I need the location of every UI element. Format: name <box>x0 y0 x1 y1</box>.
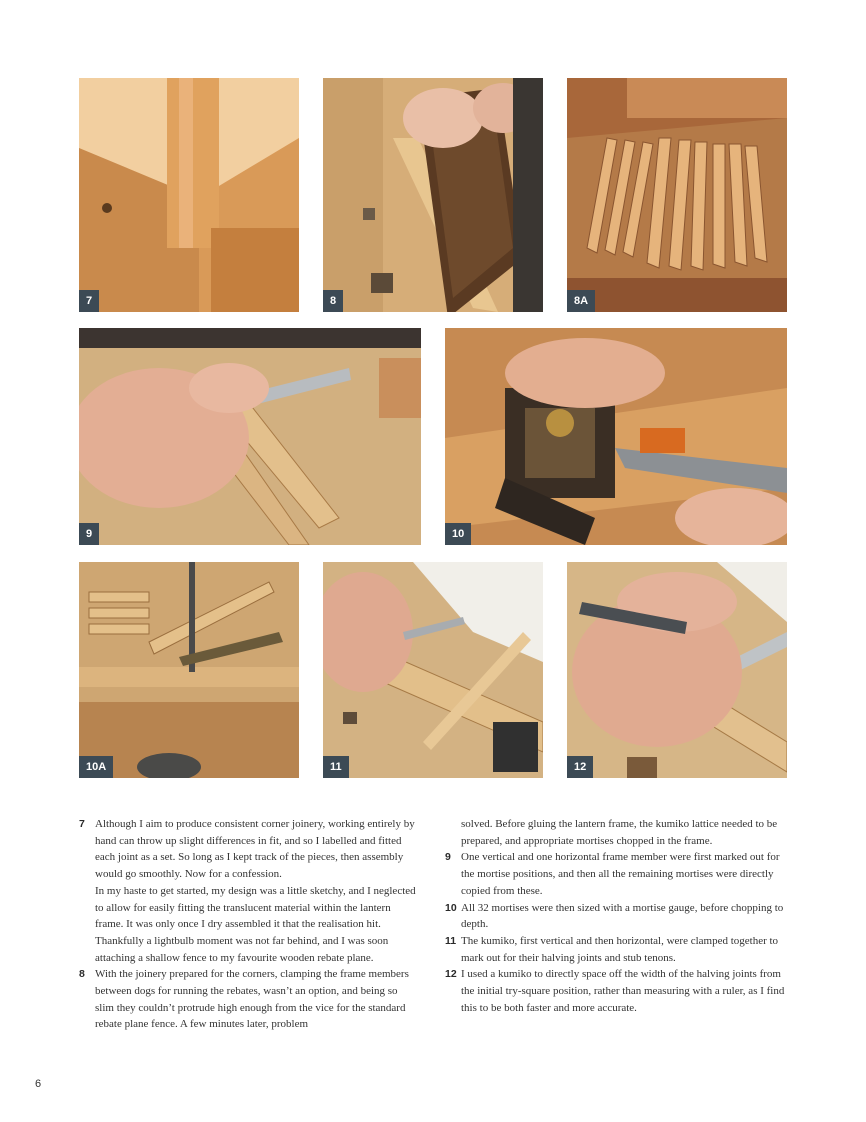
caption-number: 8 <box>79 968 85 981</box>
caption-number: 10 <box>445 901 457 914</box>
caption-text: Although I aim to produce consistent corner joinery, working entirely by hand can throw up slight differences in fit, and so I labelled and fitted each joint as a set. So long as I kept track of the pieces, then assembly would go smoothly. Now for a confession. <box>95 818 415 881</box>
photo-8-rebate-plane <box>323 78 543 312</box>
photo-8A-frame-members <box>567 78 787 312</box>
photo-label: 12 <box>567 756 593 778</box>
caption-number: 12 <box>445 968 457 981</box>
caption-text: With the joinery prepared for the corners, clamping the frame members between dogs for running the rebates, wasn’t an option, and being so slim they couldn’t protrude high enough from the vice for the standard rebate plane fence. A few minutes later, problem <box>95 968 409 1031</box>
caption-11 <box>445 933 785 966</box>
caption-number: 11 <box>445 934 457 947</box>
caption-number: 9 <box>445 851 451 864</box>
photo-10A-chopping <box>79 562 299 778</box>
photo-label: 7 <box>79 290 99 312</box>
photo-label: 8A <box>567 290 595 312</box>
caption-text: In my haste to get started, my design was a little sketchy, and I neglected to allow for easily fitting the translucent material within the lantern frame. It was only once I dry assembled it that the realisation hit. Thankfully a lightbulb moment was not far behind, and I was soon attaching a shallow fence to my favourite wooden rebate plane. <box>95 884 416 964</box>
caption-7 <box>79 816 419 966</box>
caption-9 <box>445 849 785 899</box>
photo-9-marking-out <box>79 328 421 545</box>
caption-text: The kumiko, first vertical and then horizontal, were clamped together to mark out for their halving joints and stub tenons. <box>461 934 779 964</box>
photo-11-clamped-kumiko <box>323 562 543 778</box>
photo-label: 9 <box>79 523 99 545</box>
page-number: 6 <box>35 1078 42 1090</box>
caption-12 <box>445 966 785 1016</box>
photo-label: 10 <box>445 523 471 545</box>
caption-8-continued <box>445 816 785 849</box>
caption-number: 7 <box>79 818 85 830</box>
photo-label: 8 <box>323 290 343 312</box>
caption-text: I used a kumiko to directly space off the width of the halving joints from the initial try-square position, rather than measuring with a ruler, as I find this to be both faster and more accurate. <box>461 968 785 1014</box>
caption-8 <box>79 966 419 1033</box>
photo-label: 10A <box>79 756 113 778</box>
caption-text: One vertical and one horizontal frame member were first marked out for the mortise positions, and then all the remaining mortises were directly copied from these. <box>461 851 780 897</box>
caption-column-right <box>445 816 785 1016</box>
caption-text: solved. Before gluing the lantern frame, the kumiko lattice needed to be prepared, and appropriate mortises chopped in the frame. <box>461 818 778 847</box>
photo-7-corner-joint <box>79 78 299 312</box>
photo-10-mortise-gauge <box>445 328 787 545</box>
caption-text: All 32 mortises were then sized with a mortise gauge, before chopping to depth. <box>461 901 784 931</box>
photo-12-spacing-off <box>567 562 787 778</box>
photo-label: 11 <box>323 756 349 778</box>
caption-column-left <box>79 816 419 1033</box>
caption-10 <box>445 900 785 933</box>
